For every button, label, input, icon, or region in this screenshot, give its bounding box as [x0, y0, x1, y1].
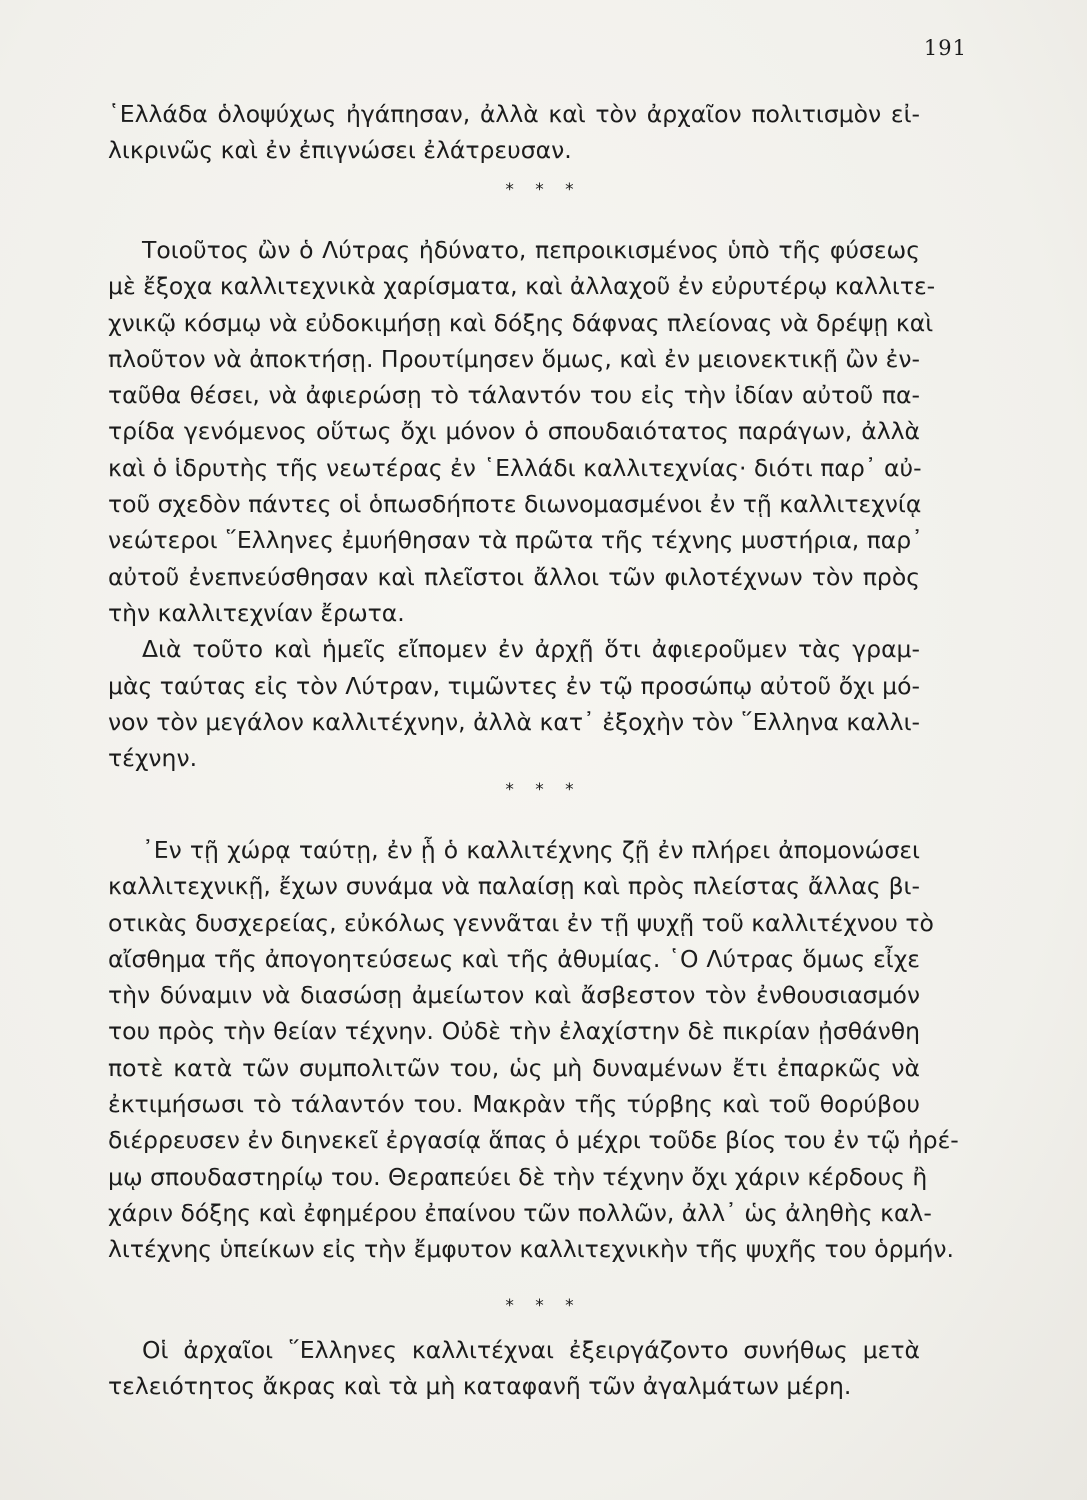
text-line: τὴν δύναμιν νὰ διασώσῃ ἀμείωτον καὶ ἄσβεστον τὸν ἐνθουσιασμόν: [108, 981, 920, 1010]
text-line: καὶ ὁ ἱδρυτὴς τῆς νεωτέρας ἐν ῾Ελλάδι καλλιτεχνίας· διότι παρ᾽ αὐ-: [108, 453, 922, 482]
text-line: τὴν καλλιτεχνίαν ἔρωτα.: [108, 598, 405, 627]
text-line: ᾽Εν τῇ χώρᾳ ταύτῃ, ἐν ᾗ ὁ καλλιτέχνης ζῇ ἐν πλήρει ἀπομονώσει: [142, 836, 920, 864]
text-line: νεώτεροι ῞Ελληνες ἐμυήθησαν τὰ πρῶτα τῆς τέχνης μυστήρια, παρ᾽: [108, 526, 923, 555]
section-isolation: [108, 832, 959, 1268]
text-line: Τοιοῦτος ὢν ὁ Λύτρας ἠδύνατο, πεπροικισμένος ὑπὸ τῆς φύσεως: [142, 236, 920, 264]
text-line: χνικῷ κόσμῳ νὰ εὐδοκιμήσῃ καὶ δόξης δάφνας πλείονας νὰ δρέψῃ καὶ: [108, 308, 934, 337]
text-line: πλοῦτον νὰ ἀποκτήσῃ. Προυτίμησεν ὅμως, καὶ ἐν μειονεκτικῇ ὢν ἐν-: [108, 344, 920, 373]
text-line: ταῦθα θέσει, νὰ ἀφιερώσῃ τὸ τάλαντόν του εἰς τὴν ἰδίαν αὐτοῦ πα-: [108, 381, 920, 410]
section-separator: * * *: [505, 180, 582, 200]
text-line: οτικὰς δυσχερείας, εὐκόλως γεννᾶται ἐν τῇ ψυχῇ τοῦ καλλιτέχνου τὸ: [108, 908, 934, 937]
text-line: καλλιτεχνικῇ, ἔχων συνάμα νὰ παλαίσῃ καὶ πρὸς πλείστας ἄλλας βι-: [108, 872, 920, 901]
text-line: ποτὲ κατὰ τῶν συμπολιτῶν του, ὡς μὴ δυναμένων ἔτι ἐπαρκῶς νὰ: [108, 1053, 920, 1082]
section-lytras-talent: [108, 232, 936, 776]
text-line: ἐκτιμήσωσι τὸ τάλαντόν του. Μακρὰν τῆς τύρβης καὶ τοῦ θορύβου: [108, 1090, 920, 1119]
text-line: τελειότητος ἄκρας καὶ τὰ μὴ καταφανῆ τῶν ἀγαλμάτων μέρη.: [108, 1372, 852, 1401]
text-line: μὰς ταύτας εἰς τὸν Λύτραν, τιμῶντες ἐν τῷ προσώπῳ αὐτοῦ ὄχι μό-: [108, 671, 920, 700]
text-line: μῳ σπουδαστηρίῳ του. Θεραπεύει δὲ τὴν τέχνην ὄχι χάριν κέρδους ἢ: [108, 1162, 928, 1191]
text-line: του πρὸς τὴν θείαν τέχνην. Οὐδὲ τὴν ἐλαχίστην δὲ πικρίαν ᾐσθάνθη: [108, 1017, 920, 1046]
text-line: λικρινῶς καὶ ἐν ἐπιγνώσει ἐλάτρευσαν.: [108, 136, 572, 165]
text-line: ῾Ελλάδα ὁλοψύχως ἠγάπησαν, ἀλλὰ καὶ τὸν ἀρχαῖον πολιτισμὸν εἰ-: [108, 100, 920, 128]
text-line: τρίδα γενόμενος οὕτως ὄχι μόνον ὁ σπουδαιότατος παράγων, ἀλλὰ: [108, 417, 920, 446]
page-number: 191: [923, 36, 967, 60]
section-separator: * * *: [505, 780, 582, 800]
text-line: αὐτοῦ ἐνεπνεύσθησαν καὶ πλεῖστοι ἄλλοι τῶν φιλοτέχνων τὸν πρὸς: [108, 562, 920, 591]
text-line: μὲ ἔξοχα καλλιτεχνικὰ χαρίσματα, καὶ ἀλλαχοῦ ἐν εὐρυτέρῳ καλλιτε-: [108, 272, 936, 301]
paragraph-continuation: [108, 96, 920, 169]
text-line: τέχνην.: [108, 744, 198, 773]
text-line: Διὰ τοῦτο καὶ ἡμεῖς εἴπομεν ἐν ἀρχῇ ὅτι ἀφιεροῦμεν τὰς γραμ-: [142, 635, 920, 664]
text-line: νον τὸν μεγάλον καλλιτέχνην, ἀλλὰ κατ᾽ ἐξοχὴν τὸν ῞Ελληνα καλλι-: [108, 707, 920, 736]
text-line: χάριν δόξης καὶ ἐφημέρου ἐπαίνου τῶν πολλῶν, ἀλλ᾽ ὡς ἀληθὴς καλ-: [108, 1198, 932, 1227]
section-separator: * * *: [505, 1296, 582, 1316]
section-ancient-artists: [108, 1332, 920, 1405]
text-line: τοῦ σχεδὸν πάντες οἱ ὁπωσδήποτε διωνομασμένοι ἐν τῇ καλλιτεχνίᾳ: [108, 490, 922, 519]
text-line: αἴσθημα τῆς ἀπογοητεύσεως καὶ τῆς ἀθυμίας. ῾Ο Λύτρας ὅμως εἶχε: [108, 944, 920, 973]
text-line: λιτέχνης ὑπείκων εἰς τὴν ἔμφυτον καλλιτεχνικὴν τῆς ψυχῆς του ὁρμήν.: [108, 1235, 954, 1264]
text-line: διέρρευσεν ἐν διηνεκεῖ ἐργασίᾳ ἅπας ὁ μέχρι τοῦδε βίος του ἐν τῷ ἠρέ-: [108, 1126, 959, 1155]
text-line: Οἱ ἀρχαῖοι ῞Ελληνες καλλιτέχναι ἐξειργάζοντο συνήθως μετὰ: [142, 1336, 920, 1364]
